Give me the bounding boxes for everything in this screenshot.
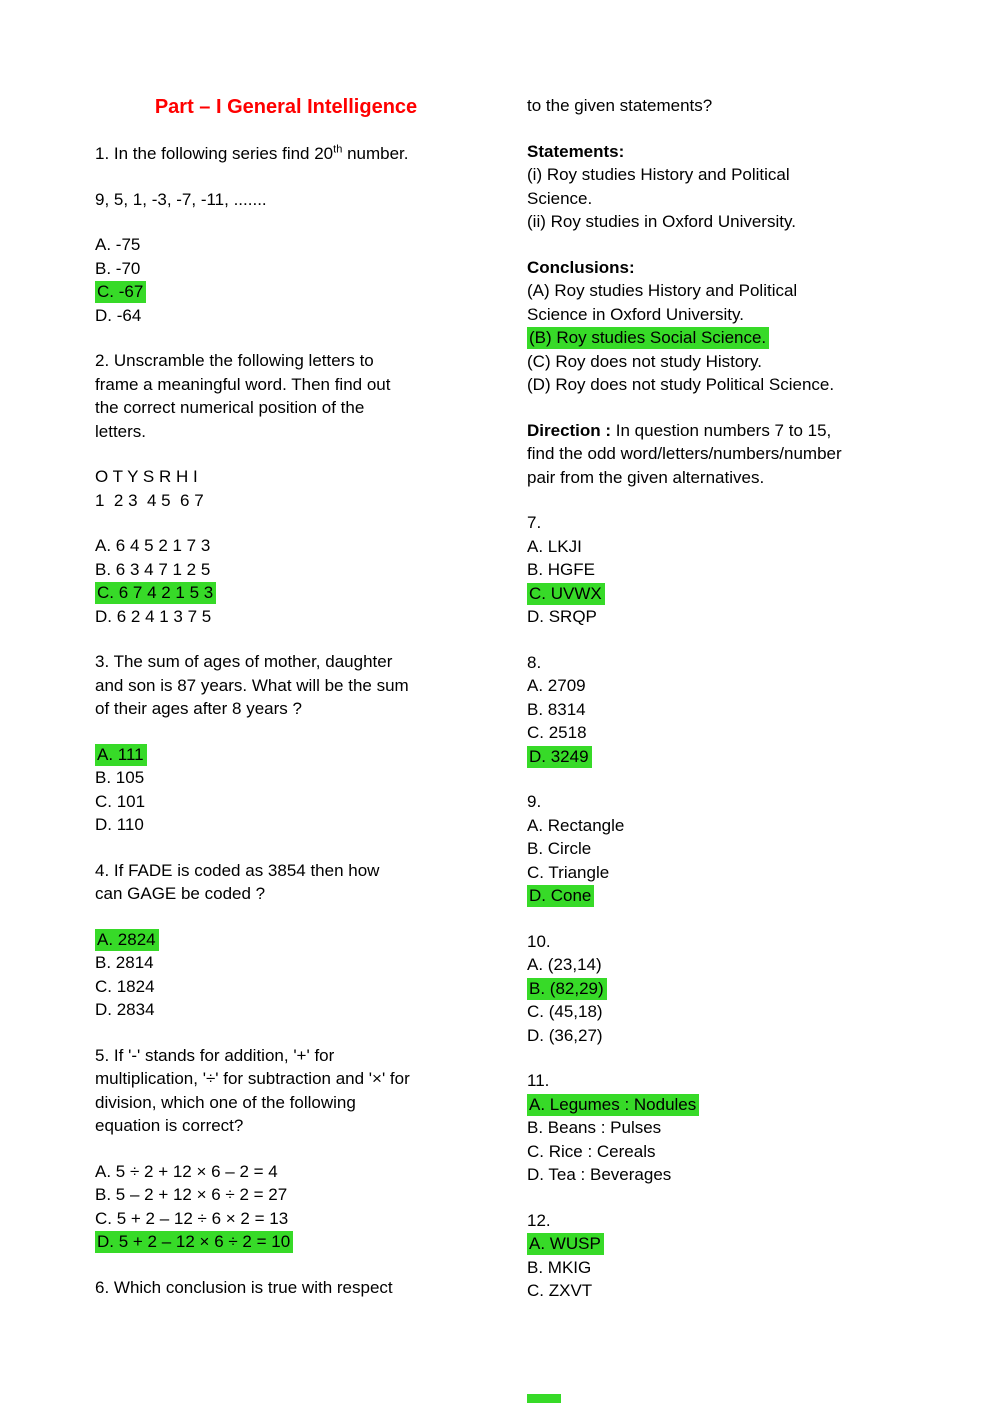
text-span: 9. [527,792,542,811]
text-span: A. 111 [95,744,147,766]
question-text-block [527,94,909,118]
option [95,257,477,281]
text-line [95,349,477,373]
option-highlighted [95,743,477,767]
text-span: D. 5 + 2 – 12 × 6 ÷ 2 = 10 [95,1231,293,1253]
page-title [95,94,477,120]
option [95,790,477,814]
text-line [95,142,477,166]
text-span: (ii) Roy studies in Oxford University. [527,212,796,231]
option [527,558,909,582]
text-span: A. (23,14) [527,955,602,974]
text-line [95,1091,477,1115]
question-text-block [95,142,477,166]
text-line [527,326,909,350]
text-line [95,882,477,906]
text-line [527,350,909,374]
text-span: and son is 87 years. What will be the sum [95,675,409,695]
text-span: can GAGE be coded ? [95,884,266,903]
option [95,975,477,999]
options-block [527,1069,909,1187]
text-line [95,674,477,698]
text-line [95,465,477,489]
option-highlighted [95,581,477,605]
text-span: equation is correct? [95,1116,244,1135]
option [527,1024,909,1048]
option [95,813,477,837]
text-span: letters. [95,421,147,441]
option [95,1183,477,1207]
text-span: A. 5 ÷ 2 + 12 × 6 – 2 = 4 [95,1161,278,1181]
text-line [95,396,477,420]
text-line [95,859,477,883]
question-number [527,790,909,814]
text-span: B. 5 – 2 + 12 × 6 ÷ 2 = 27 [95,1185,288,1204]
text-span: B. 6 3 4 7 1 2 5 [95,559,211,579]
text-line [527,373,909,397]
text-span: O T Y S R H I [95,467,198,486]
text-span: B. (82,29) [527,978,607,1000]
options-block [527,930,909,1048]
option-highlighted [527,884,909,908]
text-span: D. 3249 [527,746,592,768]
option [527,837,909,861]
text-span: 1. In the following series find 20 [95,144,334,163]
option [527,1163,909,1187]
text-span: A. -75 [95,235,141,254]
conclusions-block [527,256,909,397]
options-block [527,651,909,769]
option [95,766,477,790]
letters-block [95,465,477,512]
options-block [527,1209,909,1303]
text-span: C. ZXVT [527,1281,593,1300]
text-span: (B) Roy studies Social Science. [527,327,769,349]
options-block [95,534,477,628]
question-number [527,651,909,675]
text-span: D. 2834 [95,1000,155,1019]
text-span: Direction : [527,420,612,440]
text-span: C. UVWX [527,583,605,605]
text-span: 1 2 3 4 5 6 7 [95,490,204,510]
text-span: B. -70 [95,258,141,278]
question-text-block [95,1276,477,1300]
text-line [95,188,477,212]
text-span: find the odd word/letters/numbers/number [527,444,842,463]
text-span: B. 105 [95,768,145,787]
text-line [527,466,909,490]
text-span: C. 6 7 4 2 1 5 3 [95,582,216,604]
text-span: of their ages after 8 years ? [95,699,302,718]
options-block [527,790,909,908]
text-span: 5. If '-' stands for addition, '+' for [95,1045,335,1065]
option [527,1140,909,1164]
text-span: 9, 5, 1, -3, -7, -11, ....... [95,189,267,209]
text-span: In question numbers 7 to 15, [611,420,832,440]
options-block [95,233,477,327]
text-span: 6. Which conclusion is true with respect [95,1277,393,1297]
option [527,953,909,977]
text-span: 10. [527,931,551,951]
text-span: (A) Roy studies History and Political [527,281,798,300]
text-span: (D) Roy does not study Political Science. [527,375,835,394]
text-line [95,1114,477,1138]
text-span: C. Triangle [527,862,610,882]
option [527,1279,909,1303]
text-line [95,420,477,444]
question-number [527,1069,909,1093]
text-span: A. Legumes : Nodules [527,1094,699,1116]
text-line [527,140,909,164]
option [527,674,909,698]
text-span: Statements: [527,141,625,161]
text-span: A. 6 4 5 2 1 7 3 [95,536,211,555]
option [527,605,909,629]
text-span: D. -64 [95,305,142,325]
option [527,721,909,745]
text-span: C. 101 [95,791,146,811]
question-text-block [95,859,477,906]
text-span: A. 2824 [95,929,159,951]
option [95,998,477,1022]
question-number [527,1209,909,1233]
text-span: A. WUSP [527,1233,604,1255]
option [527,1000,909,1024]
text-span: C. 1824 [95,976,155,996]
text-span: B. HGFE [527,560,596,579]
option [527,1256,909,1280]
series-block [95,188,477,212]
option-highlighted [527,745,909,769]
option [527,814,909,838]
text-span: Conclusions: [527,257,635,277]
option-highlighted [95,928,477,952]
option [95,951,477,975]
text-line [95,489,477,513]
text-line [95,650,477,674]
option-highlighted [95,1230,477,1254]
text-span: B. Circle [527,839,592,858]
option [95,304,477,328]
text-line [527,163,909,187]
text-span: frame a meaningful word. Then find out [95,374,391,394]
direction-block [527,419,909,490]
text-span: D. SRQP [527,607,597,626]
title-block [95,94,477,120]
text-span: pair from the given alternatives. [527,467,765,487]
text-span: 7. [527,513,542,532]
text-span: C. Rice : Cereals [527,1141,656,1161]
text-span: C. -67 [95,281,146,303]
text-span: Science in Oxford University. [527,304,744,324]
text-line [527,94,909,118]
right-column [527,94,909,1325]
text-line [95,373,477,397]
text-span: B. 2814 [95,953,154,972]
option [95,1160,477,1184]
option-highlighted [527,1232,909,1256]
question-number [527,930,909,954]
text-span: number. [342,144,409,163]
option-highlighted [527,1093,909,1117]
text-line [527,187,909,211]
option [95,233,477,257]
option-highlighted [527,582,909,606]
text-span: D. Cone [527,885,594,907]
options-block [95,928,477,1022]
text-span: A. Rectangle [527,815,625,835]
option [527,698,909,722]
text-line [95,1276,477,1300]
text-span: 2. Unscramble the following letters to [95,351,374,370]
text-span: 12. [527,1210,551,1230]
option [95,605,477,629]
text-span: D. Tea : Beverages [527,1165,672,1184]
text-span: D. 6 2 4 1 3 7 5 [95,606,212,626]
text-span: (C) Roy does not study History. [527,351,762,371]
text-span: multiplication, '÷' for subtraction and '×' for [95,1069,410,1088]
question-number [527,511,909,535]
option [95,1207,477,1231]
text-span: B. 8314 [527,699,586,719]
text-span: A. 2709 [527,676,586,695]
text-span: 11. [527,1071,550,1090]
text-span: C. (45,18) [527,1002,603,1021]
text-line [527,279,909,303]
statements-block [527,140,909,234]
text-line [527,303,909,327]
text-span: B. MKIG [527,1257,592,1277]
options-block [95,743,477,837]
text-span: Science. [527,188,593,208]
text-line [527,210,909,234]
text-line [95,1044,477,1068]
text-span: B. Beans : Pulses [527,1118,662,1137]
text-span: to the given statements? [527,96,713,115]
text-span: 4. If FADE is coded as 3854 then how [95,860,380,880]
question-text-block [95,650,477,721]
text-span: C. 5 + 2 – 12 ÷ 6 × 2 = 13 [95,1208,289,1228]
option [95,558,477,582]
question-text-block [95,349,477,443]
text-line [95,1067,477,1091]
text-span: D. 110 [95,815,144,834]
text-span: division, which one of the following [95,1092,356,1112]
option-highlighted [527,977,909,1001]
text-span: 8. [527,652,542,672]
options-block [527,511,909,629]
text-line [527,419,909,443]
text-span: Part – I General Intelligence [154,96,418,118]
text-span: D. (36,27) [527,1025,603,1045]
option [95,534,477,558]
superscript: th [333,143,343,156]
text-span: 3. The sum of ages of mother, daughter [95,652,393,671]
text-span: (i) Roy studies History and Political [527,165,790,184]
text-span: A. LKJI [527,536,582,556]
partial-highlight-cutoff [527,1394,561,1403]
question-text-block [95,1044,477,1138]
option [527,535,909,559]
text-line [95,697,477,721]
text-line [527,256,909,280]
text-span: C. 2518 [527,723,587,742]
text-line [527,442,909,466]
text-span: the correct numerical position of the [95,398,365,417]
option [527,1116,909,1140]
left-column [95,94,477,1321]
option-highlighted [95,280,477,304]
option [527,861,909,885]
options-block [95,1160,477,1254]
